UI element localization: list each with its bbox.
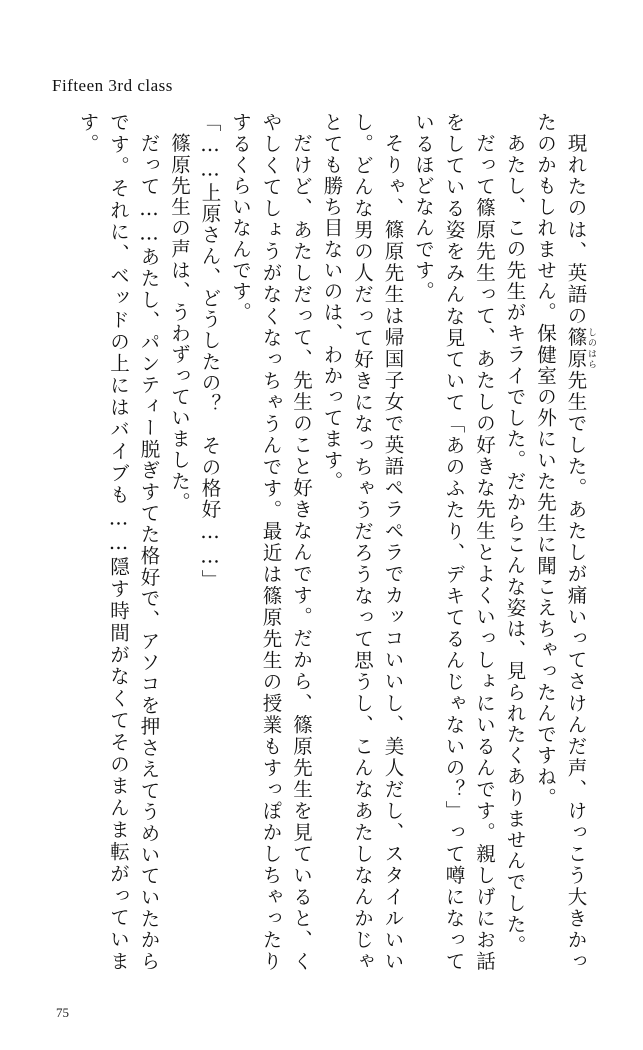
ruby-annotated-name: 篠原しのはら bbox=[564, 326, 596, 370]
page-number: 75 bbox=[56, 1005, 69, 1020]
paragraph: だって……あたし、パンティー脱ぎすてた格好で、アソコを押さえてうめいていたからです。それに、ベッドの上にはバイブも……隠す時間がなくてそのまんま転がっています。 bbox=[76, 112, 161, 972]
page-header: Fifteen 3rd class bbox=[52, 76, 173, 95]
paragraph: だって篠原先生って、あたしの好きな先生とよくいっしょにいるんです。親しげにお話をしている姿をみんな見ていて「あのふたり、デキてるんじゃないの？」って噂になっているほどなんです。 bbox=[412, 112, 496, 972]
paragraph: 篠原先生の声は、うわずっていました。 bbox=[168, 133, 191, 513]
paragraph: 「……上原さん、どうしたの？ その格好……」 bbox=[198, 112, 222, 591]
paragraph: そりゃ、篠原先生は帰国子女で英語ペラペラでカッコいいし、美人だし、スタイルいいし。どんな男の人だって好きになっちゃうだろうなって思うし、こんなあたしなんかじゃとても勝ち目ないのは、わかってます。 bbox=[320, 112, 405, 972]
page-body bbox=[44, 112, 596, 972]
paragraph: だけど、あたしだって、先生のこと好きなんです。だから、篠原先生を見ていると、くやしくてしょうがなくなっちゃうんです。最近は篠原先生の授業もすっぽかしちゃったりするくらいなんです。 bbox=[229, 112, 313, 972]
paragraph: 現れたのは、英語の篠原しのはら先生でした。あたしが痛いってさけんだ声、けっこう大きかったのかもしれません。保健室の外にいた先生に聞こえちゃったんですね。 bbox=[534, 112, 596, 972]
paragraph: あたし、この先生がキライでした。だからこんな姿は、見られたくありませんでした。 bbox=[503, 133, 527, 956]
